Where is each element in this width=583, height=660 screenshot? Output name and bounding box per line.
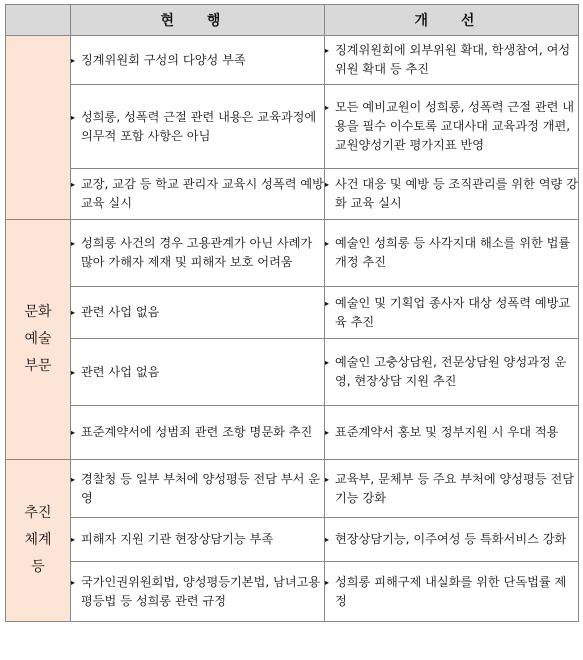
- section-label-culture: 문화 예술 부문: [6, 220, 71, 460]
- current-cell: ▸ 피해자 지원 기관 현장상담기능 부족: [71, 518, 325, 562]
- table-row: [6, 339, 579, 406]
- table-row: [6, 562, 579, 622]
- improvement-cell: ▸ 현장상담기능, 이주여성 등 특화서비스 강화: [325, 518, 579, 562]
- current-cell: ▸ 성희롱, 성폭력 근절 관련 내용은 교육과정에 의무적 포함 사항은 아님: [71, 85, 325, 169]
- table-row: [6, 460, 579, 518]
- current-cell: ▸ 국가인권위원회법, 양성평등기본법, 남녀고용평등법 등 성희롱 관련 규정: [71, 562, 325, 622]
- bullet-icon: ▸: [325, 298, 330, 308]
- improvement-cell: ▸ 예술인 및 기획업 종사자 대상 성폭력 예방교육 추진: [325, 287, 579, 339]
- improvement-cell: ▸ 예술인 성희롱 등 사각지대 해소를 위한 법률 개정 추진: [325, 220, 579, 287]
- table-row: [6, 220, 579, 287]
- bullet-icon: ▸: [325, 239, 330, 248]
- table-row: [6, 406, 579, 460]
- bullet-icon: ▸: [71, 535, 76, 544]
- current-cell: ▸ 교장, 교감 등 학교 관리자 교육시 성폭력 예방 교육 실시: [71, 169, 325, 220]
- improvement-cell: ▸ 모든 예비교원이 성희롱, 성폭력 근절 관련 내용을 필수 이수토록 교대사대 교육과정 개편, 교원양성기관 평가지표 반영: [325, 85, 579, 169]
- bullet-icon: ▸: [325, 577, 330, 587]
- bullet-icon: ▸: [325, 428, 330, 437]
- bullet-icon: ▸: [325, 535, 330, 544]
- header-current: 현 행: [71, 5, 325, 36]
- improvement-cell: ▸ 표준계약서 홍보 및 정부지원 시 우대 적용: [325, 406, 579, 460]
- current-cell: ▸ 관련 사업 없음: [71, 339, 325, 406]
- bullet-icon: ▸: [325, 46, 330, 55]
- bullet-icon: ▸: [71, 367, 76, 377]
- improvement-cell: ▸ 교육부, 문체부 등 주요 부처에 양성평등 전담기능 강화: [325, 460, 579, 518]
- current-cell: ▸ 성희롱 사건의 경우 고용관계가 아닌 사례가 많아 가해자 제재 및 피해자 보호 어려움: [71, 220, 325, 287]
- bullet-icon: ▸: [325, 180, 330, 189]
- bullet-icon: ▸: [71, 112, 76, 122]
- bullet-icon: ▸: [71, 577, 76, 587]
- table-row: [6, 85, 579, 169]
- bullet-icon: ▸: [325, 358, 330, 367]
- table-row: [6, 518, 579, 562]
- header-blank: [6, 5, 71, 36]
- table-row: [6, 287, 579, 339]
- comparison-table: [5, 4, 579, 622]
- improvement-cell: ▸ 징계위원회에 외부위원 확대, 학생참여, 여성위원 확대 등 추진: [325, 36, 579, 85]
- bullet-icon: ▸: [71, 474, 76, 484]
- bullet-icon: ▸: [325, 474, 330, 484]
- bullet-icon: ▸: [71, 239, 76, 248]
- current-cell: ▸ 징계위원회 구성의 다양성 부족: [71, 36, 325, 85]
- table-row: [6, 169, 579, 220]
- table-row: [6, 36, 579, 85]
- section-label-system: 추진 체계 등: [6, 460, 71, 622]
- improvement-cell: ▸ 사건 대응 및 예방 등 조직관리를 위한 역량 강화 교육 실시: [325, 169, 579, 220]
- header-improvement: 개 선: [325, 5, 579, 36]
- current-cell: ▸ 경찰청 등 일부 부처에 양성평등 전담 부서 운영: [71, 460, 325, 518]
- current-cell: ▸ 표준계약서에 성범죄 관련 조항 명문화 추진: [71, 406, 325, 460]
- bullet-icon: ▸: [71, 308, 76, 317]
- section-label-education: [6, 36, 71, 220]
- improvement-cell: ▸ 예술인 고충상담원, 전문상담원 양성과정 운영, 현장상담 지원 추진: [325, 339, 579, 406]
- current-cell: ▸ 관련 사업 없음: [71, 287, 325, 339]
- improvement-cell: ▸ 성희롱 피해구제 내실화를 위한 단독법률 제정: [325, 562, 579, 622]
- bullet-icon: ▸: [71, 55, 76, 65]
- header-row: [6, 5, 579, 36]
- bullet-icon: ▸: [325, 103, 330, 112]
- bullet-icon: ▸: [71, 180, 76, 189]
- bullet-icon: ▸: [71, 428, 76, 437]
